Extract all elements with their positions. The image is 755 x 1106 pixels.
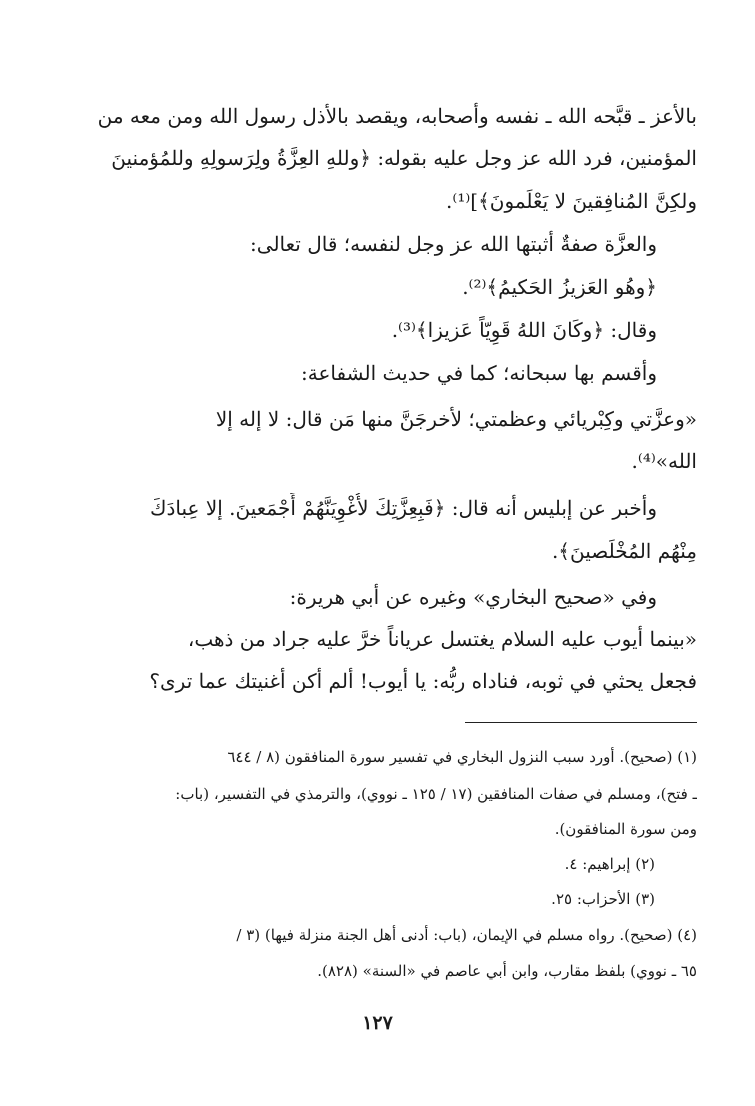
body-line-14: فجعل يحثي في ثوبه، فناداه ربُّه: يا أيوب! ألم أكن أغنيتك عما ترى؟: [149, 669, 697, 693]
body-line-3: ولكِنَّ المُنافِقينَ لا يَعْلَمونَ﴾]⁽¹⁾.: [446, 189, 697, 213]
body-line-7: وأقسم بها سبحانه؛ كما في حديث الشفاعة:: [301, 361, 657, 385]
body-line-13: «بينما أيوب عليه السلام يغتسل عرياناً خرَّ عليه جراد من ذهب،: [187, 627, 697, 651]
body-line-4: والعزَّة صفةٌ أثبتها الله عز وجل لنفسه؛ قال تعالى:: [250, 232, 657, 256]
footnote-divider: [465, 722, 697, 723]
body-line-8: «وعزَّتي وكِبْريائي وعظمتي؛ لأخرجَنَّ منها مَن قال: لا إله إلا: [215, 407, 697, 431]
body-line-2: المؤمنين، فرد الله عز وجل عليه بقوله: ﴿وللهِ العِزَّةُ ولِرَسولِهِ وللمُؤمنينَ: [111, 146, 697, 170]
footnote-line-5: (٣) الأحزاب: ٢٥.: [551, 890, 655, 908]
footnote-line-2: ـ فتح)، ومسلم في صفات المنافقين (١٧ / ١٢٥ ـ نووي)، والترمذي في التفسير، (باب:: [175, 785, 697, 803]
page-number: ١٢٧: [362, 1012, 393, 1034]
footnote-line-4: (٢) إبراهيم: ٤.: [564, 855, 655, 873]
footnote-line-3: ومن سورة المنافقون).: [554, 820, 697, 838]
body-line-6: وقال: ﴿وكَانَ اللهُ قَوِيّاً عَزيزا﴾⁽³⁾.: [391, 318, 657, 342]
footnote-line-6: (٤) (صحيح). رواه مسلم في الإيمان، (باب: أدنى أهل الجنة منزلة فيها) (٣ /: [236, 926, 697, 944]
footnote-line-1: (١) (صحيح). أورد سبب النزول البخاري في تفسير سورة المنافقون (٨ / ٦٤٤: [227, 748, 697, 766]
body-line-10: وأخبر عن إبليس أنه قال: ﴿فَبِعِزَّتِكَ لأُغْوِيَنَّهُمْ أَجْمَعينَ. إلا عِبادَكَ: [150, 496, 657, 520]
footnote-line-7: ٦٥ ـ نووي) بلفظ مقارب، وابن أبي عاصم في «السنة» (٨٢٨).: [317, 962, 697, 980]
body-line-11: مِنْهُم المُخْلَصينَ﴾.: [551, 539, 697, 563]
body-line-1: بالأعز ـ قبَّحه الله ـ نفسه وأصحابه، ويقصد بالأذل رسول الله ومن معه من: [97, 104, 697, 128]
body-line-12: وفي «صحيح البخاري» وغيره عن أبي هريرة:: [289, 585, 657, 609]
body-line-5: ﴿وهُو العَزيزُ الحَكيمُ﴾⁽²⁾.: [462, 275, 657, 299]
body-line-9: الله»⁽⁴⁾.: [631, 449, 697, 473]
